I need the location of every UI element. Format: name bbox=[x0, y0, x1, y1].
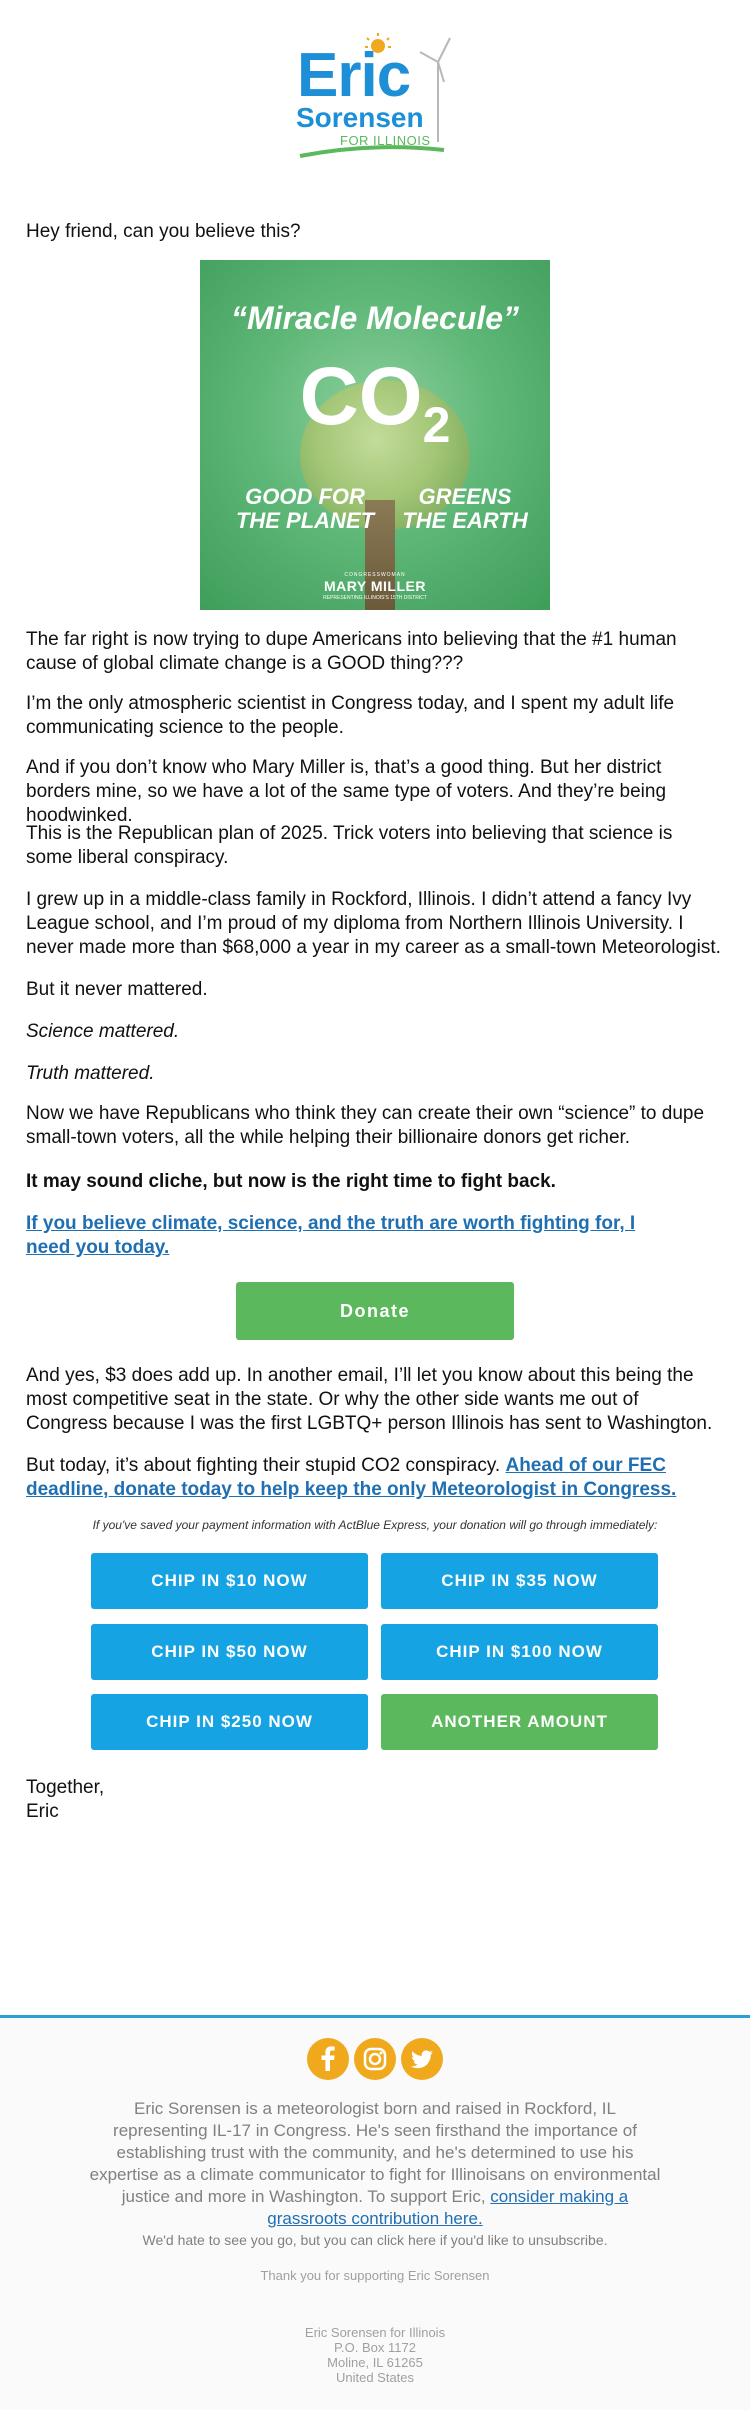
right-caption-line2: THE EARTH bbox=[402, 508, 528, 533]
instagram-icon[interactable] bbox=[354, 2038, 396, 2080]
paragraph-7: Science mattered. bbox=[26, 1021, 180, 1042]
grassroots-contribution-link[interactable]: consider making a grassroots contribution here. bbox=[267, 2187, 629, 2228]
logo-last-name: Sorensen bbox=[296, 102, 424, 133]
graphic-formula bbox=[200, 352, 550, 470]
graphic-brand-sub: REPRESENTING ILLINOIS'S 15TH DISTRICT bbox=[323, 595, 427, 601]
graphic-left-caption bbox=[230, 485, 380, 533]
paragraph-2: I’m the only atmospheric scientist in Congress today, and I spent my adult life communicating science to the people. bbox=[26, 693, 675, 738]
right-caption-line1: GREENS bbox=[418, 484, 512, 509]
footer-bio-text: Eric Sorensen is a meteorologist born and raised in Rockford, IL representing IL-17 in Congress. He's seen firsthand the importance of establishing trust with the community, and he's determined to use his expertise as a climate communicator to fight for Illinoisans on environmental justice and more in Washington. To support Eric, bbox=[89, 2099, 661, 2206]
logo-tagline: FOR ILLINOIS bbox=[340, 133, 431, 148]
address-line4: United States bbox=[335, 2370, 415, 2385]
logo-first-name: Eric bbox=[297, 41, 411, 110]
paragraph-1: The far right is now trying to dupe Americans into believing that the #1 human cause of global climate change is a GOOD thing??? bbox=[26, 629, 677, 674]
graphic-right-caption bbox=[390, 485, 540, 533]
campaign-logo bbox=[292, 30, 458, 168]
paragraph-9: Now we have Republicans who think they can create their own “science” to dupe small-town voters, all the while helping their billionaire donors get richer. bbox=[26, 1103, 705, 1148]
another-amount-button[interactable]: ANOTHER AMOUNT bbox=[381, 1694, 658, 1750]
footer-bio bbox=[88, 2098, 662, 2230]
graphic-brand: MARY MILLER bbox=[324, 578, 426, 594]
fec-deadline-link[interactable]: Ahead of our FEC deadline, donate today to help keep the only Meteorologist in Congress. bbox=[26, 1455, 677, 1500]
footer-thanks: Thank you for supporting Eric Sorensen bbox=[260, 2268, 490, 2283]
address-line3: Moline, IL 61265 bbox=[327, 2355, 423, 2370]
fight-for-link[interactable]: If you believe climate, science, and the truth are worth fighting for, I need you today. bbox=[26, 1213, 636, 1258]
chip-in-35-button[interactable]: CHIP IN $35 NOW bbox=[381, 1553, 658, 1609]
paragraph-5: I grew up in a middle-class family in Rockford, Illinois. I didn’t attend a fancy Ivy League school, and I’m proud of my diploma from Northern Illinois University. I never made more than $68,000 a year in my career as a small-town Meteorologist. bbox=[26, 889, 721, 958]
chip-in-100-button[interactable]: CHIP IN $100 NOW bbox=[381, 1624, 658, 1680]
co2-graphic bbox=[200, 260, 550, 610]
paragraph-10: It may sound cliche, but now is the right time to fight back. bbox=[26, 1171, 556, 1192]
paragraph-12: And yes, $3 does add up. In another email, I’ll let you know about this being the most competitive seat in the state. Or why the other side wants me out of Congress because I was the first LGBTQ+ person Illinois has sent to Washington. bbox=[26, 1365, 713, 1434]
address-line1: Eric Sorensen for Illinois bbox=[304, 2325, 446, 2340]
graphic-headline: “Miracle Molecule” bbox=[230, 300, 520, 336]
chip-in-250-button[interactable]: CHIP IN $250 NOW bbox=[91, 1694, 368, 1750]
paragraph-4: This is the Republican plan of 2025. Trick voters into believing that science is some liberal conspiracy. bbox=[26, 823, 673, 868]
paragraph-13-text: But today, it’s about fighting their stupid CO2 conspiracy. bbox=[26, 1455, 506, 1476]
unsubscribe-link[interactable]: We'd hate to see you go, but you can click here if you'd like to unsubscribe. bbox=[142, 2232, 608, 2248]
formula-main: CO bbox=[299, 351, 423, 442]
chip-in-50-button[interactable]: CHIP IN $50 NOW bbox=[91, 1624, 368, 1680]
paragraph-6: But it never mattered. bbox=[26, 979, 208, 1000]
paragraph-11 bbox=[26, 1212, 666, 1260]
address-line2: P.O. Box 1172 bbox=[334, 2340, 416, 2355]
signoff-name: Eric bbox=[26, 1801, 59, 1822]
actblue-note: If you've saved your payment information with ActBlue Express, your donation will go through immediately: bbox=[92, 1518, 658, 1532]
left-caption-line1: GOOD FOR bbox=[245, 484, 365, 509]
left-caption-line2: THE PLANET bbox=[235, 508, 375, 533]
donate-button[interactable]: Donate bbox=[236, 1282, 514, 1340]
twitter-icon[interactable] bbox=[401, 2038, 443, 2080]
signoff-together: Together, bbox=[26, 1777, 105, 1798]
graphic-brand-small: CONGRESSWOMAN bbox=[344, 572, 406, 578]
formula-sub: 2 bbox=[422, 397, 451, 453]
paragraph-8: Truth mattered. bbox=[26, 1063, 155, 1084]
paragraph-13 bbox=[26, 1454, 724, 1502]
facebook-icon[interactable] bbox=[307, 2038, 349, 2080]
paragraph-3: And if you don’t know who Mary Miller is, that’s a good thing. But her district borders mine, so we have a lot of the same type of voters. And they’re being hoodwinked. bbox=[26, 757, 667, 826]
greeting: Hey friend, can you believe this? bbox=[26, 221, 301, 242]
chip-in-10-button[interactable]: CHIP IN $10 NOW bbox=[91, 1553, 368, 1609]
